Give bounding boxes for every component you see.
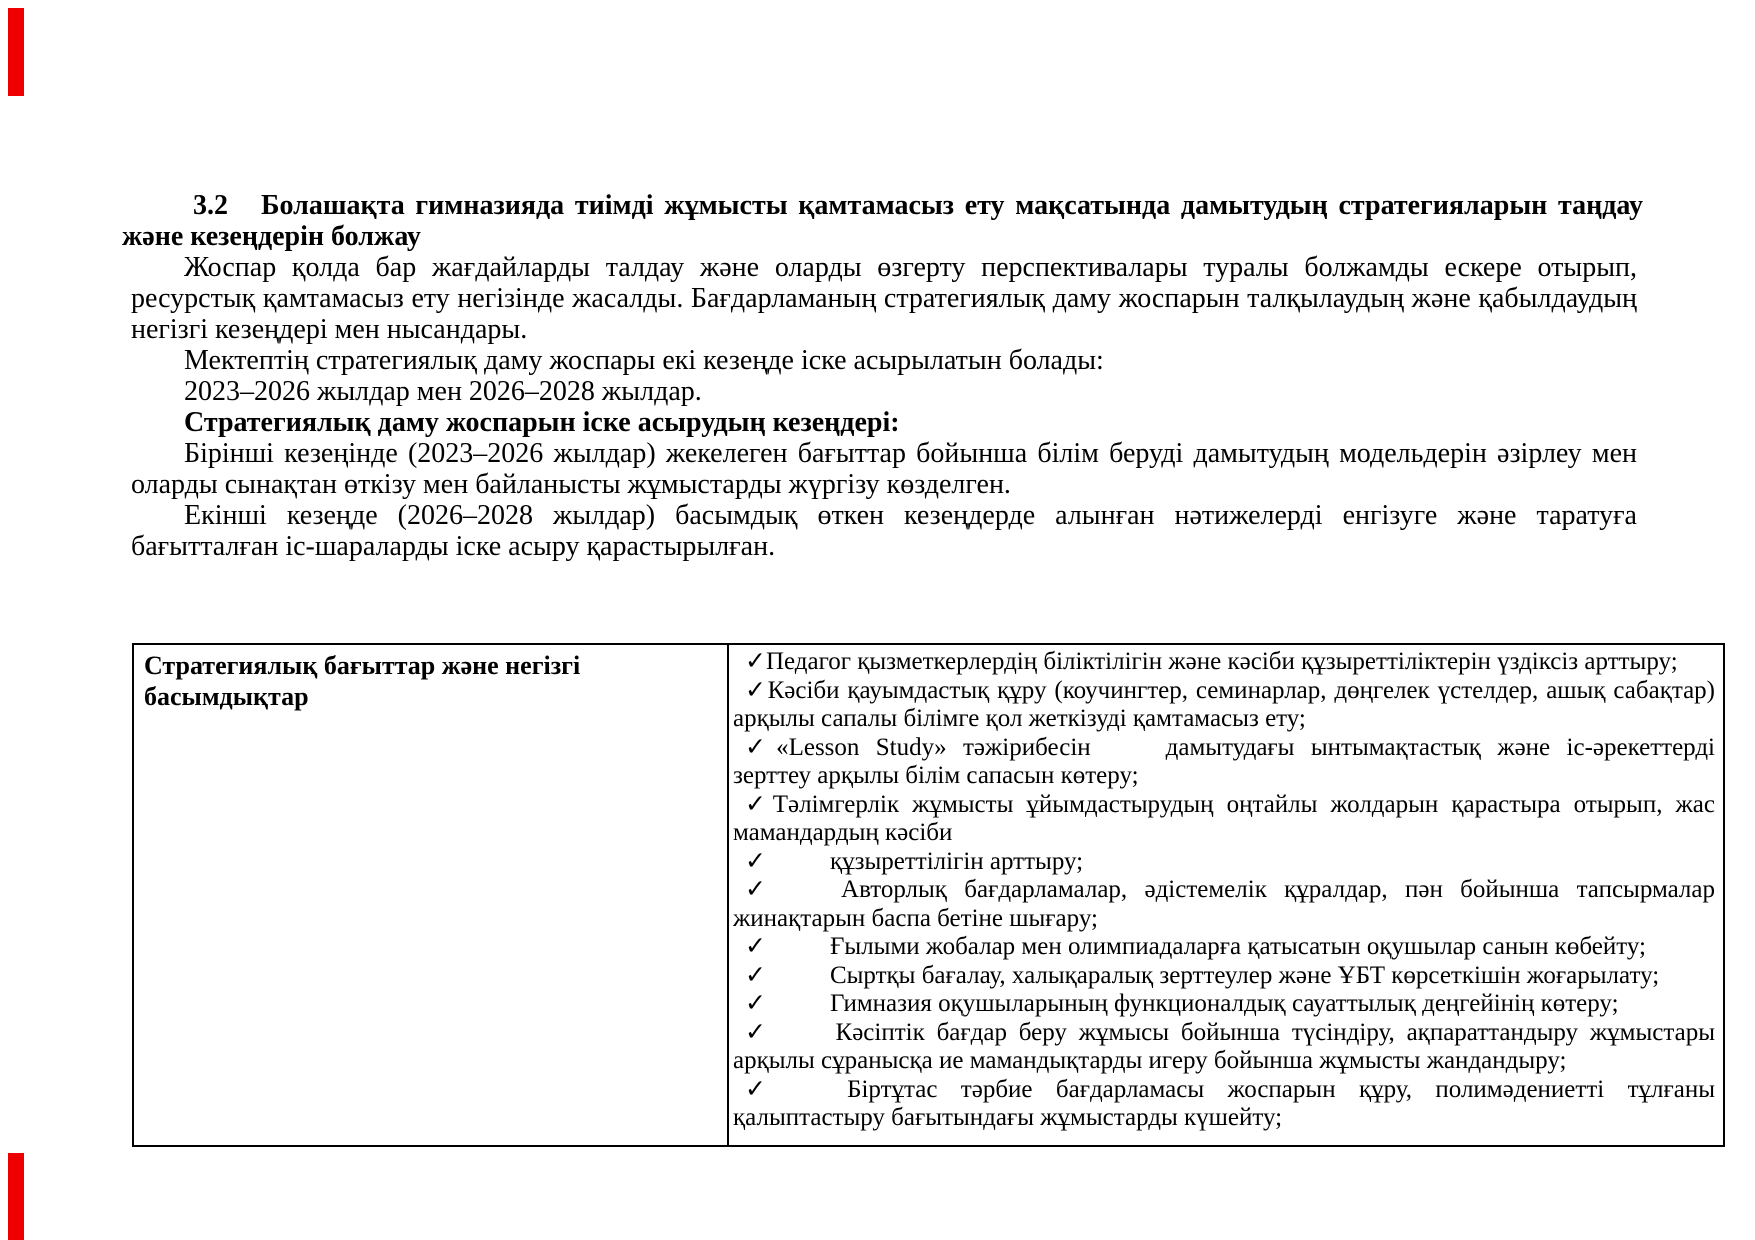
check-icon: ✓ — [745, 1018, 772, 1046]
checklist-item — [733, 677, 1715, 734]
check-icon: ✓ — [745, 990, 766, 1017]
strategy-table — [132, 643, 1725, 1147]
paragraph: Екінші кезеңде (2026–2028 жылдар) басымдық өткен кезеңдерде алынған нәтижелерді енгізуге және таратуға бағытталған іс-шараларды іске асыру қарастырылған. — [131, 500, 1637, 562]
check-icon: ✓ — [745, 1075, 784, 1103]
checklist-item — [733, 791, 1715, 848]
checklist-item — [733, 848, 1715, 877]
section-heading — [122, 190, 1643, 252]
table-content-cell — [728, 644, 1724, 1146]
paragraph: Мектептің стратегиялық даму жоспары екі кезеңде іске асырылатын болады: — [184, 345, 1104, 376]
checklist-item-text: Ғылыми жобалар мен олимпиадаларға қатысатын оқушылар санын көбейту; — [829, 933, 1646, 960]
paragraph: Жоспар қолда бар жағдайларды талдау және оларды өзгерту перспективалары туралы болжамды ескере отырып, ресурстық қамтамасыз ету негізінде жасалды. Бағдарламаның стратегиялық даму жоспарын талқылаудың және қабылдаудың негізгі кезеңдері мен нысандары. — [131, 252, 1637, 345]
checklist-item — [733, 962, 1715, 991]
check-icon: ✓ — [745, 933, 766, 960]
paragraph: 2023–2026 жылдар мен 2026–2028 жылдар. — [184, 376, 702, 407]
check-icon: ✓ — [745, 847, 766, 875]
paragraph: Бірінші кезеңінде (2023–2026 жылдар) жекелеген бағыттар бойынша білім беруді дамытудың модельдерін әзірлеу мен оларды сынақтан өткізу мен байланысты жұмыстарды жүргізу көзделген. — [131, 438, 1637, 500]
checklist-item-text: Кәсіптік бағдар беру жұмысы бойынша түсіндіру, ақпараттандыру жұмыстары арқылы сұранысқа ие мамандықтарды игеру бойынша жұмысты жандандыру; — [733, 1018, 1715, 1074]
checklist-item-text: Біртұтас тәрбие бағдарламасы жоспарын құру, полимәдениетті тұлғаны қалыптастыру бағытындағы жұмыстарды күшейту; — [733, 1075, 1715, 1131]
check-icon: ✓ — [745, 648, 766, 675]
section-number: 3.2 — [193, 190, 228, 221]
checklist-item-text: Авторлық бағдарламалар, әдістемелік құралдар, пән бойынша тапсырмалар жинақтарын баспа бетіне шығару; — [733, 876, 1715, 932]
checklist-item-text: Педагог қызметкерлердің біліктілігін және кәсіби құзыреттіліктерін үздіксіз арттыру; — [765, 648, 1678, 675]
checklist-item-text: Сыртқы бағалау, халықаралық зерттеулер және ҰБТ көрсеткішін жоғарылату; — [829, 961, 1660, 989]
checklist-item — [733, 1076, 1715, 1133]
checklist-item — [733, 990, 1715, 1019]
checklist-item — [733, 933, 1715, 962]
checklist-item-text: Кәсіби қауымдастық құру (коучингтер, семинарлар, дөңгелек үстелдер, ашық сабақтар) арқылы сапалы білімге қол жеткізуді қамтамасыз ету; — [733, 676, 1715, 732]
checklist-item — [733, 734, 1715, 791]
checklist-item — [733, 876, 1715, 933]
check-icon: ✓ — [745, 961, 766, 989]
left-margin-marker-bottom — [8, 1153, 24, 1240]
left-margin-marker-top — [8, 8, 24, 96]
table-row — [133, 644, 1724, 1146]
checklist-item-text: Гимназия оқушыларының функционалдық сауаттылық деңгейінің көтеру; — [829, 990, 1619, 1017]
section-heading-text: Болашақта гимназияда тиімді жұмысты қамтамасыз ету мақсатында дамытудың стратегияларын таңдау және кезеңдерін болжау — [122, 190, 1643, 252]
check-icon: ✓ — [745, 876, 778, 903]
checklist-item — [733, 648, 1715, 677]
checklist-item-text: құзыреттілігін арттыру; — [829, 847, 1084, 875]
table-header-cell: Стратегиялық бағыттар және негізгі басымдықтар — [133, 644, 728, 1146]
body-paragraphs — [131, 252, 1637, 562]
check-icon: ✓ — [745, 790, 773, 818]
checklist-item-text: «Lesson Study» тәжірибесін дамытудағы ынтымақтастық және іс-әрекеттерді зерттеу арқылы білім сапасын көтеру; — [733, 733, 1715, 789]
check-icon: ✓ — [745, 676, 768, 704]
paragraph: Стратегиялық даму жоспарын іске асырудың кезеңдері: — [184, 407, 900, 438]
check-icon: ✓ — [745, 733, 777, 761]
checklist-item-text: Тәлімгерлік жұмысты ұйымдастырудың оңтайлы жолдарын қарастыра отырып, жас мамандардың кәсіби — [733, 790, 1715, 846]
checklist-item — [733, 1019, 1715, 1076]
